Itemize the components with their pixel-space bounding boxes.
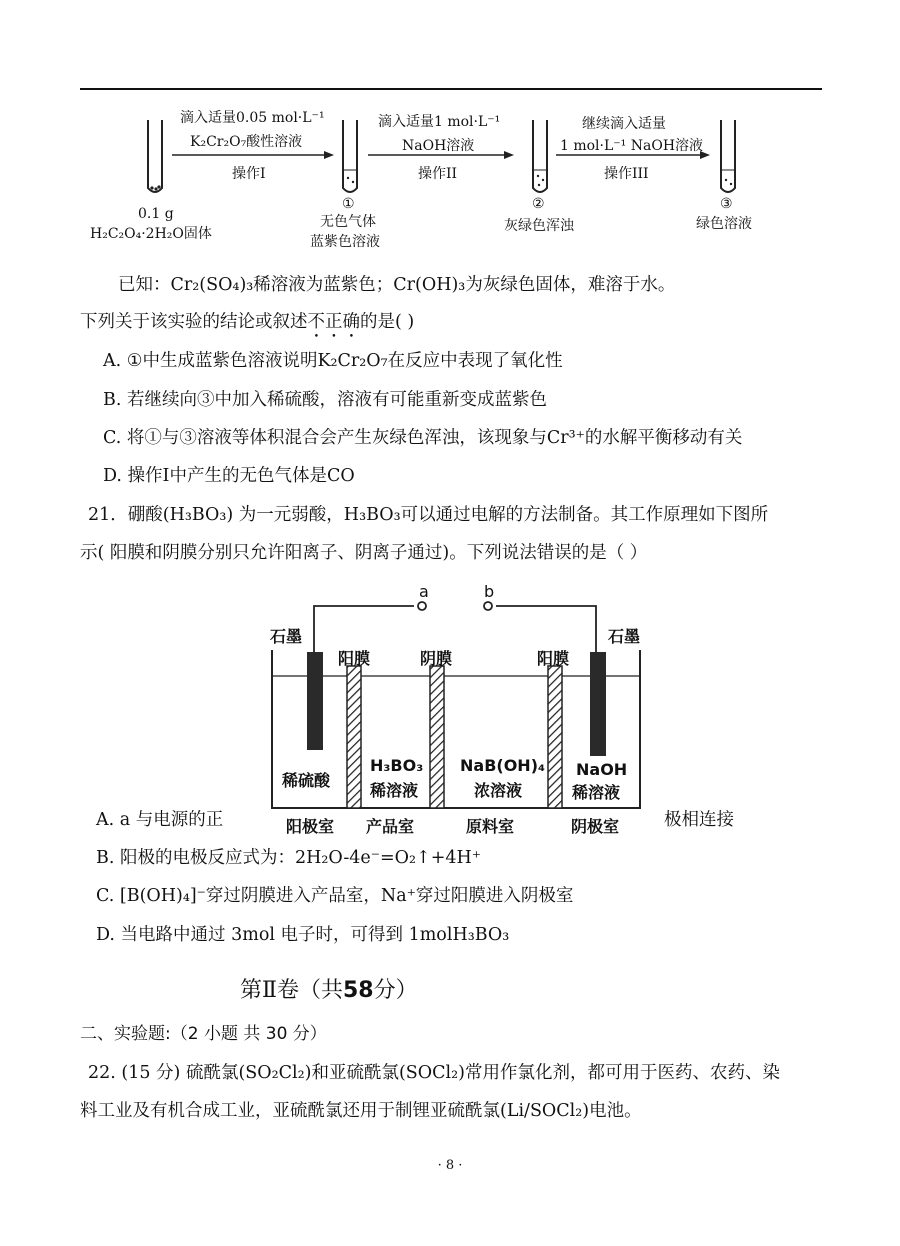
test-tube-1 — [343, 120, 357, 192]
solution-boric-acid-desc: 稀溶液 — [370, 781, 419, 800]
circuit-wires — [314, 602, 596, 652]
tube3-label: 绿色溶液 — [696, 216, 752, 232]
q21-stem-line1: 21．硼酸(H₃BO₃) 为一元弱酸，H₃BO₃可以通过电解的方法制备。其工作原理如下图所 — [88, 505, 769, 525]
graphite-electrode-right — [590, 652, 606, 756]
q21-option-c: C. [B(OH)₄]⁻穿过阴膜进入产品室，Na⁺穿过阳膜进入阴极室 — [96, 886, 574, 906]
cation-membrane-1 — [347, 666, 361, 808]
test-tube-2 — [533, 120, 547, 192]
page-number: · 8 · — [437, 1158, 463, 1173]
tube0-substance-label: H₂C₂O₄·2H₂O固体 — [90, 226, 212, 242]
solution-sodium-borate-desc: 浓溶液 — [474, 781, 523, 800]
q20-option-b: B. 若继续向③中加入稀硫酸，溶液有可能重新变成蓝紫色 — [103, 390, 547, 410]
q21-option-a-right: 极相连接 — [664, 810, 734, 830]
arrow1-mid-label: K₂Cr₂O₇酸性溶液 — [190, 134, 303, 150]
section-title: 二、实验题:（2 小题 共 30 分） — [80, 1024, 327, 1044]
graphite-label-right: 石墨 — [608, 627, 641, 646]
q20-stem — [80, 312, 414, 342]
tube1-gas-label: 无色气体 — [320, 214, 376, 230]
tube1-solution-label: 蓝紫色溶液 — [310, 234, 380, 250]
q22-line2: 料工业及有机合成工业，亚硫酰氯还用于制锂亚硫酰氯(Li/SOCl₂)电池。 — [80, 1101, 642, 1121]
tube1-number: ① — [342, 196, 355, 212]
part2-heading-score: 58 — [342, 978, 374, 1003]
terminal-b: b — [484, 582, 495, 601]
top-rule — [80, 88, 822, 90]
arrow3-bottom-label: 操作III — [604, 166, 649, 182]
arrow1-top-label: 滴入适量0.05 mol·L⁻¹ — [180, 110, 325, 126]
operation-flow-diagram — [80, 100, 822, 260]
arrow2-bottom-label: 操作II — [418, 166, 458, 182]
q20-stem-emphasis: 不正确 — [307, 312, 360, 332]
feed-chamber-label: 原料室 — [466, 817, 515, 836]
q21-option-a-left: A. a 与电源的正 — [96, 810, 224, 830]
cathode-chamber-label: 阴极室 — [571, 817, 620, 836]
tube3-number: ③ — [720, 196, 733, 212]
q20-option-a: A. ①中生成蓝紫色溶液说明K₂Cr₂O₇在反应中表现了氧化性 — [103, 351, 563, 371]
tube2-label: 灰绿色浑浊 — [504, 218, 574, 234]
electrolysis-cell-diagram — [230, 580, 670, 842]
q20-option-d: D. 操作I中产生的无色气体是CO — [103, 466, 355, 486]
solution-naoh-formula: NaOH — [576, 760, 628, 779]
arrow-operation-1 — [172, 151, 334, 159]
solution-sodium-borate-formula: NaB(OH)₄ — [460, 756, 546, 775]
q21-option-b: B. 阳极的电极反应式为：2H₂O-4e⁻=O₂↑+4H⁺ — [96, 848, 482, 868]
membrane-label-2: 阴膜 — [420, 649, 453, 668]
q21-stem-line2: 示( 阳膜和阴膜分别只允许阳离子、阴离子通过)。下列说法错误的是（ ） — [80, 543, 648, 563]
q20-stem-post: 的是( ) — [360, 312, 415, 332]
part2-heading-pre: 第Ⅱ卷（共 — [240, 978, 343, 1003]
cation-membrane-2 — [548, 666, 562, 808]
part2-heading-post: 分） — [373, 978, 418, 1003]
arrow2-mid-label: NaOH溶液 — [402, 138, 475, 154]
solution-boric-acid-formula: H₃BO₃ — [370, 756, 424, 775]
solution-dilute-sulfuric-acid: 稀硫酸 — [282, 771, 331, 790]
arrow3-mid-label: 1 mol·L⁻¹ NaOH溶液 — [560, 138, 704, 154]
q21-option-d: D. 当电路中通过 3mol 电子时，可得到 1molH₃BO₃ — [96, 925, 510, 945]
tube0-mass-label: 0.1 g — [138, 206, 174, 222]
tube2-number: ② — [532, 196, 545, 212]
test-tube-3 — [721, 120, 735, 192]
arrow3-top-label: 继续滴入适量 — [582, 116, 666, 132]
terminal-a: a — [419, 582, 429, 601]
test-tube-0 — [148, 120, 162, 192]
q22-line1: 22. (15 分) 硫酰氯(SO₂Cl₂)和亚硫酰氯(SOCl₂)常用作氯化剂，都可用于医药、农药、染 — [88, 1063, 780, 1083]
arrow1-bottom-label: 操作I — [232, 166, 266, 182]
q20-stem-pre: 下列关于该实验的结论或叙述 — [80, 312, 308, 332]
part2-heading — [240, 978, 418, 1004]
product-chamber-label: 产品室 — [366, 817, 415, 836]
membrane-label-1: 阳膜 — [338, 649, 371, 668]
solution-naoh-desc: 稀溶液 — [572, 783, 621, 802]
membrane-label-3: 阳膜 — [537, 649, 570, 668]
arrow2-top-label: 滴入适量1 mol·L⁻¹ — [378, 114, 501, 130]
graphite-label-left: 石墨 — [270, 627, 303, 646]
anion-membrane — [430, 666, 444, 808]
q20-option-c: C. 将①与③溶液等体积混合会产生灰绿色浑浊，该现象与Cr³⁺的水解平衡移动有关 — [103, 428, 743, 448]
anode-chamber-label: 阳极室 — [286, 817, 335, 836]
q20-known-info: 已知：Cr₂(SO₄)₃稀溶液为蓝紫色；Cr(OH)₃为灰绿色固体，难溶于水。 — [118, 275, 676, 295]
graphite-electrode-left — [307, 652, 323, 750]
